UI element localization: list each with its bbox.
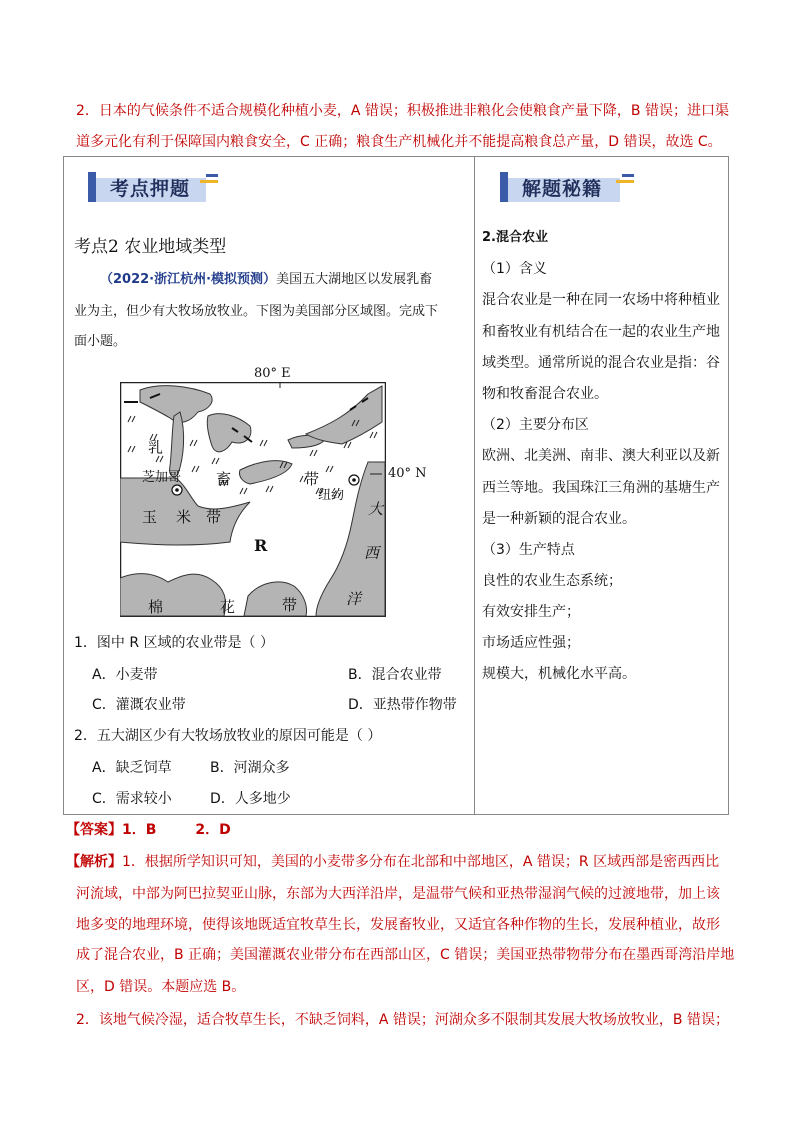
banner-accent-yellow — [200, 180, 218, 183]
banner-accent-blue — [206, 174, 218, 177]
q2-option-d: D．人多地少 — [210, 791, 291, 807]
analysis-label: 【解析】 — [66, 854, 122, 870]
q2-option-a: A．缺乏饲草 — [92, 760, 172, 776]
corn-label-2: 米 — [176, 508, 192, 526]
right-line-13: 规模大，机械化水平高。 — [482, 666, 636, 682]
right-banner-title: 解题秘籍 — [522, 178, 603, 200]
right-line-4: 物和牧畜混合农业。 — [482, 386, 608, 402]
corn-label-1: 玉 — [142, 508, 158, 526]
dairy-label-3: 带 — [304, 470, 320, 488]
right-line-10: 良性的农业生态系统； — [482, 573, 622, 589]
ocean-label-1: 大 — [368, 500, 384, 518]
right-line-3: 域类型。通常所说的混合农业是指：谷 — [482, 355, 720, 371]
lon-label: 80° E — [254, 366, 291, 381]
right-line-2: 和畜牧业有机结合在一起的农业生产地 — [482, 324, 720, 340]
right-line-11: 有效安排生产； — [482, 604, 580, 620]
answer-line — [66, 820, 231, 840]
intro-line2: 业为主，但少有大牧场放牧业。下图为美国部分区域图。完成下 — [74, 304, 439, 319]
q1-option-b: B．混合农业带 — [348, 667, 442, 683]
right-line-1: 混合农业是一种在同一农场中将种植业 — [482, 292, 720, 308]
top-explanation-line2: 道多元化有利于保障国内粮食安全，C 正确；粮食生产机械化并不能提高粮食总产量，D 错误，故选 C。 — [76, 134, 722, 150]
right-banner — [500, 172, 642, 202]
dairy-label-1: 乳 — [148, 438, 164, 456]
left-banner — [88, 172, 224, 202]
cotton-label-1: 棉 — [148, 598, 164, 616]
us-region-map — [120, 366, 427, 617]
map-graphic — [120, 382, 386, 617]
cotton-belt-west — [120, 574, 226, 616]
corn-label-3: 带 — [206, 508, 222, 526]
frame-divider — [474, 156, 475, 815]
left-banner-title: 考点押题 — [110, 178, 191, 200]
source-tag: （2022·浙江杭州·模拟预测） — [100, 272, 277, 287]
q2-stem: 2．五大湖区少有大牧场放牧业的原因可能是（ ） — [74, 728, 382, 744]
right-line-7: 西兰等地。我国珠江三角洲的基塘生产 — [482, 480, 720, 496]
section-title: 考点2 农业地域类型 — [74, 237, 227, 257]
cotton-label-3: 带 — [282, 596, 298, 614]
right-heading: 2.混合农业 — [482, 230, 548, 245]
top-explanation-line1: 2．日本的气候条件不适合规模化种植小麦，A 错误；积极推进非粮化会使粮食产量下降，B 错误；进口渠 — [76, 103, 729, 119]
right-line-12: 市场适应性强； — [482, 635, 580, 651]
q1-option-a: A．小麦带 — [92, 667, 158, 683]
banner-bar — [88, 172, 96, 202]
answer-label: 【答案】 — [66, 822, 122, 838]
intro-line3: 面小题。 — [74, 334, 127, 349]
banner-accent-blue — [622, 174, 634, 177]
analysis-line3: 地多变的地理环境，使得该地既适宜牧草生长，发展畜牧业，又适宜各种作物的生长，发展种植业，故形 — [76, 917, 720, 933]
q1-option-c: C．灌溉农业带 — [92, 697, 186, 713]
newyork-label: 纽约 — [318, 488, 345, 503]
cotton-label-2: 花 — [220, 598, 236, 616]
ocean-label-2: 西 — [364, 544, 380, 562]
answer-text: 1．B 2．D — [122, 822, 231, 838]
dairy-label-2: 畜 — [216, 470, 232, 488]
analysis-line6: 2．该地气候冷湿，适合牧草生长，不缺乏饲料，A 错误；河湖众多不限制其发展大牧场放牧业，B 错误； — [76, 1012, 729, 1028]
right-line-5: （2）主要分布区 — [482, 417, 589, 433]
right-line-0: （1）含义 — [482, 261, 547, 277]
q1-option-d: D．亚热带作物带 — [348, 697, 457, 713]
intro-line1 — [100, 270, 432, 290]
analysis-line4: 成了混合农业，B 正确；美国灌溉农业带分布在西部山区，C 错误；美国亚热带物带分布在墨西哥湾沿岸地 — [76, 947, 735, 963]
right-line-9: （3）生产特点 — [482, 542, 575, 558]
intro-rest: 美国五大湖地区以发展乳畜 — [276, 272, 433, 287]
q2-option-b: B．河湖众多 — [210, 760, 290, 776]
q1-stem: 1．图中 R 区域的农业带是（ ） — [74, 635, 274, 651]
analysis-line1 — [66, 852, 719, 872]
analysis-line5: 区，D 错误。本题应选 B。 — [76, 979, 246, 995]
region-r-label: R — [254, 536, 268, 555]
analysis-line2: 河流域，中部为阿巴拉契亚山脉，东部为大西洋沿岸，是温带气候和亚热带湿润气候的过渡地带，加上该 — [76, 886, 720, 902]
chicago-label: 芝加哥 — [142, 470, 182, 485]
ocean-label-3: 洋 — [346, 590, 362, 608]
right-line-8: 是一种新颖的混合农业。 — [482, 511, 636, 527]
analysis-text-1: 1．根据所学知识可知，美国的小麦带多分布在北部和中部地区，A 错误；R 区域西部是密西西比 — [122, 854, 720, 870]
q2-option-c: C．需求较小 — [92, 791, 172, 807]
banner-bar — [500, 172, 508, 202]
right-line-6: 欧洲、北美洲、南非、澳大利亚以及新 — [482, 448, 720, 464]
lat-label: 40° N — [388, 466, 427, 481]
banner-accent-yellow — [616, 180, 634, 183]
